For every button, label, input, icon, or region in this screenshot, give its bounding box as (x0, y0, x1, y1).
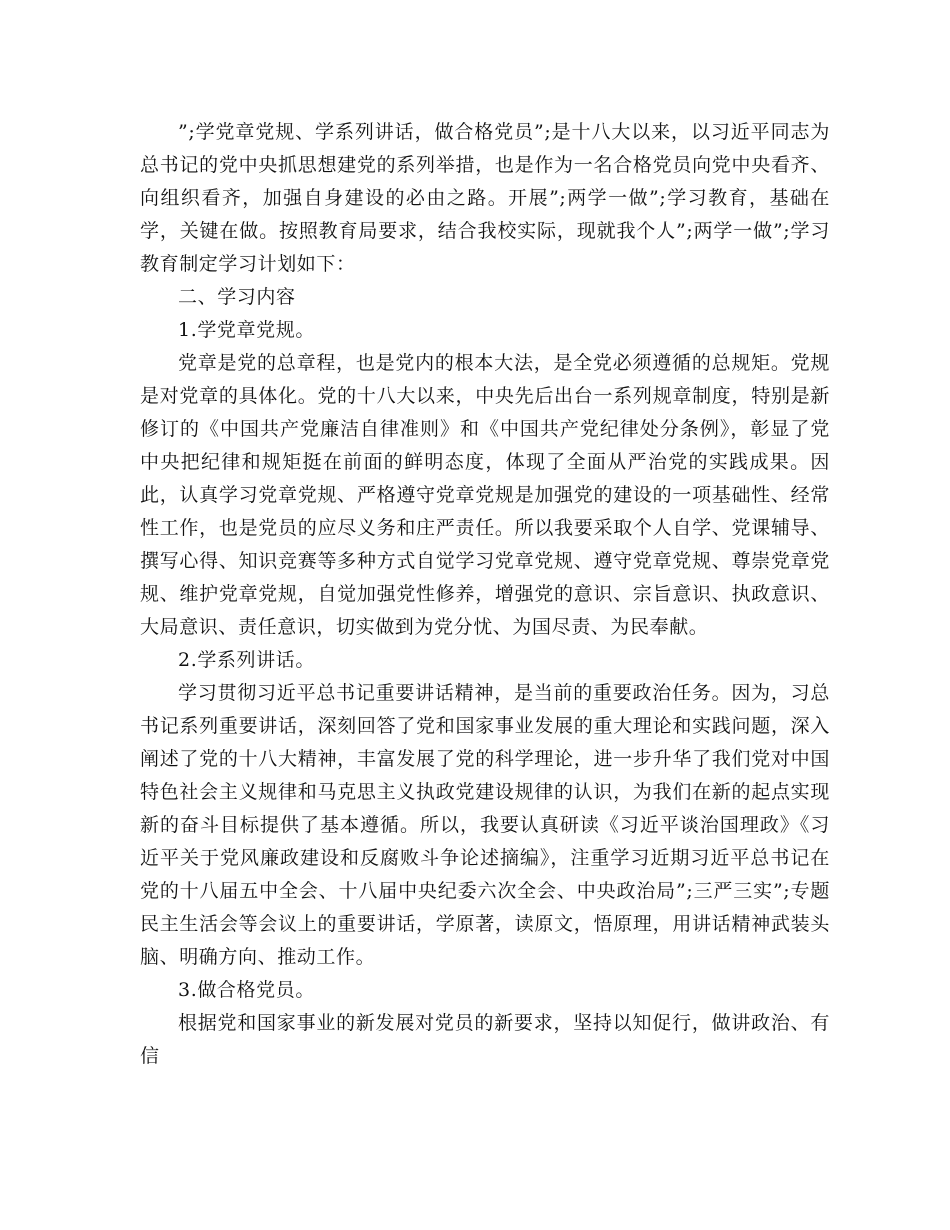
subheading-party-constitution: 1.学党章党规。 (178, 319, 315, 341)
paragraph-qualified-member: 根据党和国家事业的新发展对党员的新要求，坚持以知促行，做讲政治、有信 (140, 1012, 830, 1067)
intro-paragraph: ”;学党章党规、学系列讲话，做合格党员”;是十八大以来，以习近平同志为总书记的党中央抓思想建党的系列举措，也是作为一名合格党员向党中央看齐、向组织看齐，加强自身建设的必由之路。开展”;两学一做”;学习教育，基础在学，关键在做。按照教育局要求，结合我校实际，现就我个人”;两学一做”;学习教育制定学习计划如下： (140, 121, 830, 275)
subheading-qualified-member: 3.做合格党员。 (178, 979, 315, 1001)
paragraph-series-speeches: 学习贯彻习近平总书记重要讲话精神，是当前的重要政治任务。因为，习总书记系列重要讲话，深刻回答了党和国家事业发展的重大理论和实践问题，深入阐述了党的十八大精神，丰富发展了党的科学理论，进一步升华了我们党对中国特色社会主义规律和马克思主义执政党建设规律的认识，为我们在新的起点实现新的奋斗目标提供了基本遵循。所以，我要认真研读《习近平谈治国理政》《习近平关于党风廉政建设和反腐败斗争论述摘编》，注重学习近期习近平总书记在党的十八届五中全会、十八届中央纪委六次全会、中央政治局”;三严三实”;专题民主生活会等会议上的重要讲话，学原著，读原文，悟原理，用讲话精神武装头脑、明确方向、推动工作。 (140, 682, 830, 968)
subheading-series-speeches: 2.学系列讲话。 (178, 649, 315, 671)
paragraph-party-constitution: 党章是党的总章程，也是党内的根本大法，是全党必须遵循的总规矩。党规是对党章的具体化。党的十八大以来，中央先后出台一系列规章制度，特别是新修订的《中国共产党廉洁自律准则》和《中国共产党纪律处分条例》，彰显了党中央把纪律和规矩挺在前面的鲜明态度，体现了全面从严治党的实践成果。因此，认真学习党章党规、严格遵守党章党规是加强党的建设的一项基础性、经常性工作，也是党员的应尽义务和庄严责任。所以我要采取个人自学、党课辅导、撰写心得、知识竞赛等多种方式自觉学习党章党规、遵守党章党规、尊崇党章党规、维护党章党规，自觉加强党性修养，增强党的意识、宗旨意识、执政意识、大局意识、责任意识，切实做到为党分忧、为国尽责、为民奉献。 (140, 352, 830, 638)
document-body (140, 116, 830, 1073)
section-heading-study-content: 二、学习内容 (178, 286, 296, 308)
